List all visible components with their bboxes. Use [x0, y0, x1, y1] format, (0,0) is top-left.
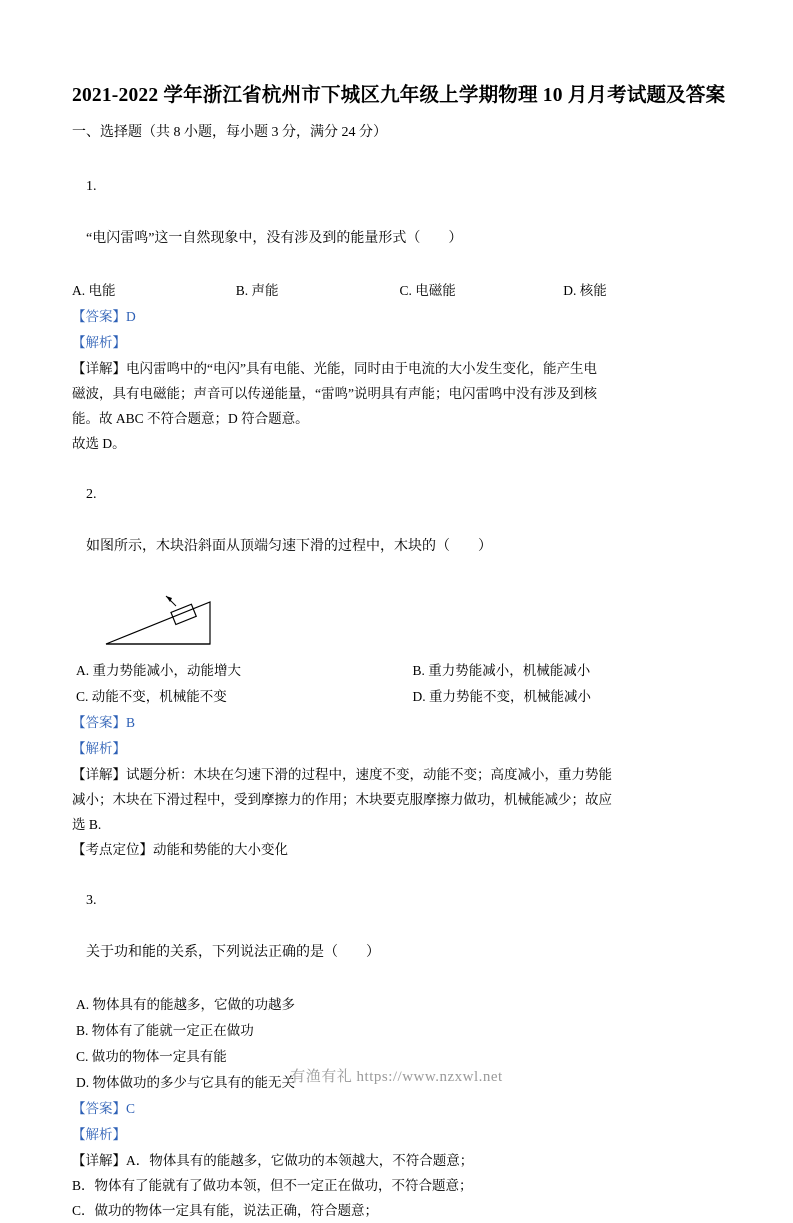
detail-1-line-4: 故选 D。 [72, 436, 126, 451]
detail-2-line-3: 选 B. [72, 817, 102, 832]
option-2-d: D. 重力势能不变，机械能减小 [412, 689, 591, 704]
inclined-plane-figure [98, 592, 727, 654]
page-title: 2021-2022 学年浙江省杭州市下城区九年级上学期物理 10 月月考试题及答案 [72, 85, 726, 106]
question-number-1: 1. [86, 179, 97, 194]
detail-2-line-1: 【详解】试题分析：木块在匀速下滑的过程中，速度不变，动能不变；高度减小，重力势能 [72, 767, 612, 782]
answer-line-3 [72, 1096, 727, 1122]
question-number-3: 3. [86, 893, 97, 908]
option-3-c: C. 做功的物体一定具有能 [76, 1049, 227, 1064]
detail-3-line-1: 【详解】A．物体具有的能越多，它做功的本领越大，不符合题意； [72, 1153, 474, 1168]
answer-label-3: 【答案】 [72, 1101, 126, 1116]
analysis-label-2: 【解析】 [72, 741, 126, 756]
option-3-d: D. 物体做功的多少与它具有的能无关 [76, 1075, 295, 1090]
option-1-c: C. 电磁能 [399, 283, 456, 298]
question-text-2: 如图所示，木块沿斜面从顶端匀速下滑的过程中，木块的（ ） [86, 539, 492, 554]
answer-label-1: 【答案】 [72, 309, 126, 324]
option-2-b: B. 重力势能减小，机械能减小 [412, 663, 591, 678]
answer-line-1 [72, 304, 727, 330]
detail-3-line-2: B．物体有了能就有了做功本领，但不一定正在做功，不符合题意； [72, 1178, 473, 1193]
option-2-c: C. 动能不变，机械能不变 [76, 689, 227, 704]
options-row-2a [72, 658, 727, 684]
option-1-d: D. 核能 [563, 283, 607, 298]
analysis-label-1: 【解析】 [72, 335, 126, 350]
answer-label-2: 【答案】 [72, 715, 126, 730]
option-1-a: A. 电能 [72, 283, 116, 298]
option-3-b: B. 物体有了能就一定正在做功 [76, 1023, 254, 1038]
analysis-label-3: 【解析】 [72, 1127, 126, 1142]
detail-1-line-2: 磁波，具有电磁能；声音可以传递能量，“雷鸣”说明具有声能；电闪雷鸣中没有涉及到核 [72, 386, 597, 401]
answer-value-2: B [126, 715, 136, 730]
option-2-a: A. 重力势能减小，动能增大 [76, 663, 241, 678]
watermark: 有渔有礼 https://www.nzxwl.net [290, 1069, 503, 1085]
question-stem-1 [72, 148, 727, 278]
option-3-a: A. 物体具有的能越多，它做的功越多 [76, 997, 295, 1012]
answer-value-1: D [126, 309, 136, 324]
question-text-3: 关于功和能的关系，下列说法正确的是（ ） [86, 945, 380, 960]
question-number-2: 2. [86, 487, 97, 502]
options-row-1 [72, 278, 727, 304]
options-row-2b [72, 684, 727, 710]
question-stem-3 [72, 862, 727, 992]
section-heading: 一、选择题（共 8 小题，每小题 3 分，满分 24 分） [72, 125, 387, 140]
detail-1-line-1: 【详解】电闪雷鸣中的“电闪”具有电能、光能，同时由于电流的大小发生变化，能产生电 [72, 361, 597, 376]
option-1-b: B. 声能 [235, 283, 279, 298]
detail-2-line-2: 减小；木块在下滑过程中，受到摩擦力的作用；木块要克服摩擦力做功，机械能减少；故应 [72, 792, 612, 807]
detail-3-line-3: C．做功的物体一定具有能，说法正确，符合题意； [72, 1203, 379, 1218]
answer-line-2 [72, 710, 727, 736]
question-stem-2 [72, 456, 727, 586]
question-text-1: “电闪雷鸣”这一自然现象中，没有涉及到的能量形式（ ） [86, 231, 463, 246]
inclined-plane-diagram [98, 592, 228, 654]
answer-value-3: C [126, 1101, 136, 1116]
detail-2-extra: 【考点定位】动能和势能的大小变化 [72, 842, 288, 857]
detail-1-line-3: 能。故 ABC 不符合题意；D 符合题意。 [72, 411, 309, 426]
